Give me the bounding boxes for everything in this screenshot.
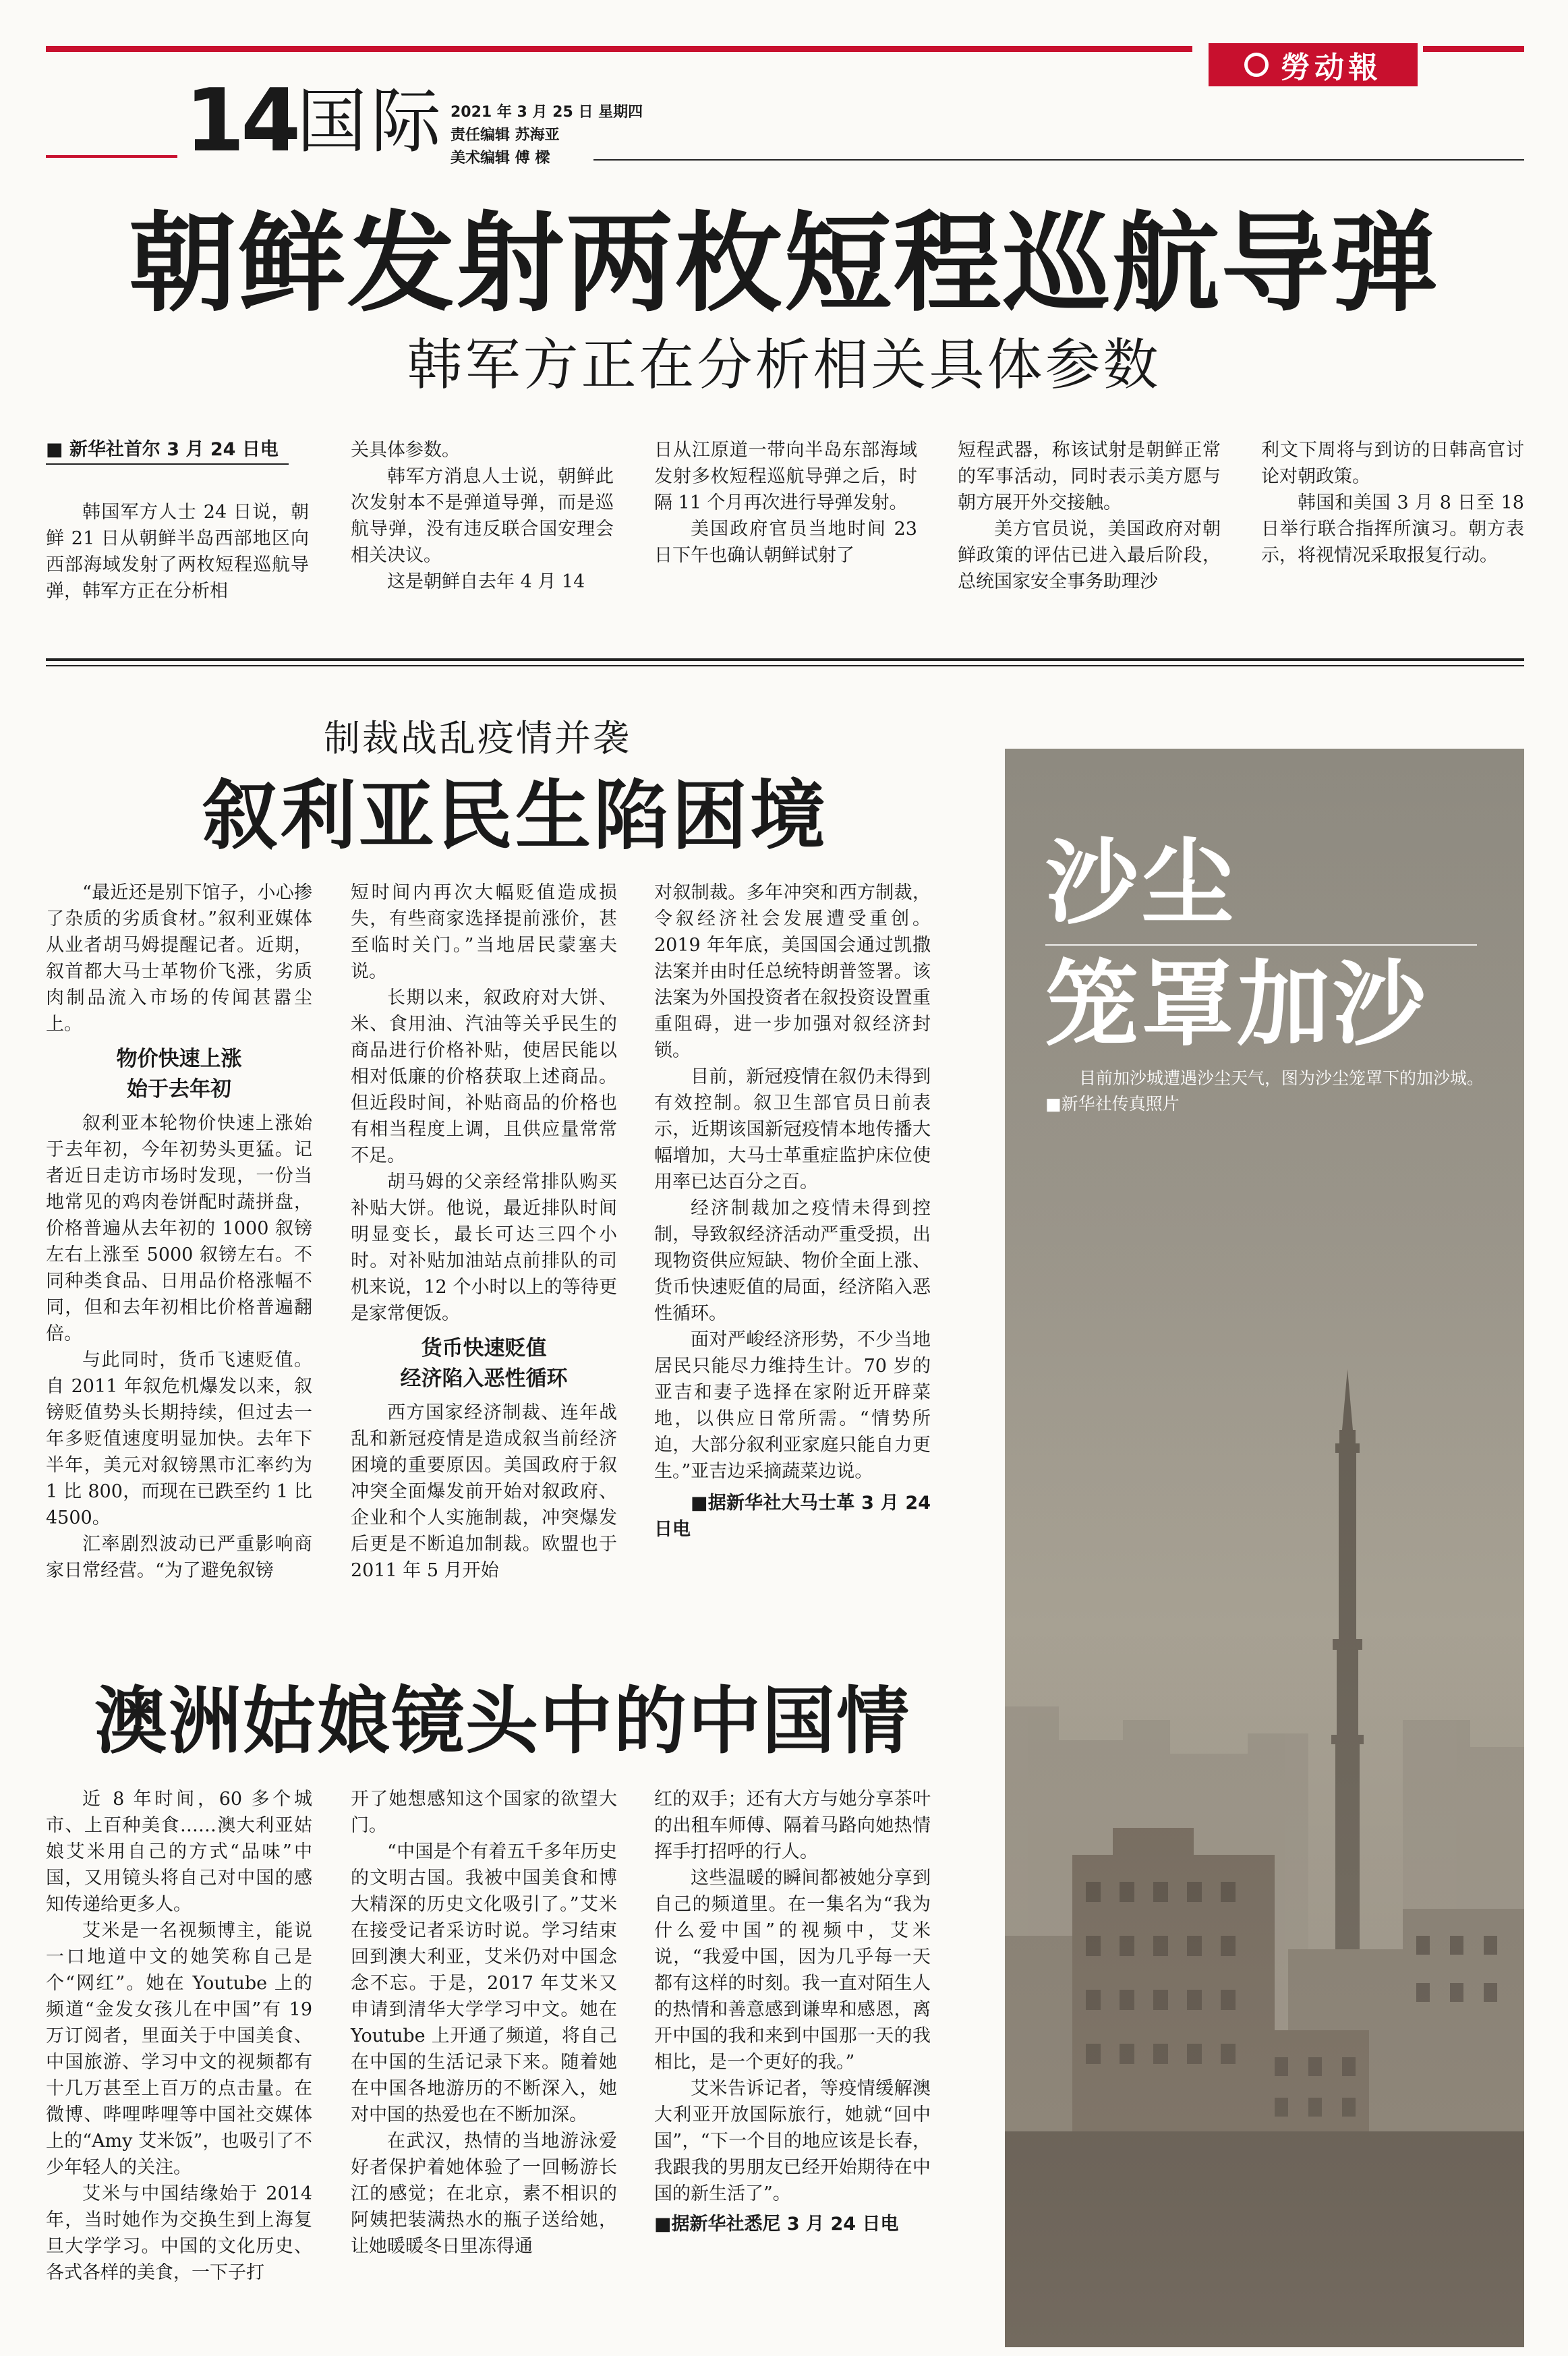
article1-col2-text-b: 韩军方消息人士说，朝鲜此次发射本不是弹道导弹，而是巡航导弹，没有违反联合国安理会相关决议。 — [351, 466, 614, 566]
article1-col5-text-a: 利文下周将与到访的日韩高官讨论对朝政策。 — [1261, 440, 1524, 487]
article2-subhead1-text: 物价快速上涨 始于去年初 — [116, 1047, 242, 1101]
article1-title: 朝鲜发射两枚短程巡航导弹 — [128, 200, 1440, 326]
article2-kicker: 制裁战乱疫情并袭 — [324, 717, 631, 759]
logo-circle-icon — [1244, 53, 1269, 77]
photo-title-line1: 沙尘 — [1045, 828, 1238, 938]
top-red-rule — [46, 46, 1192, 52]
article3-dateline: ■据新华社悉尼 3 月 24 日电 — [654, 2214, 899, 2235]
top-red-rule-right — [1423, 46, 1524, 52]
article3-col2-p2: “中国是个有着五千多年历史的文明古国。我被中国美食和博大精深的历史文化吸引了。”艾米在接受记者采访时说。学习结束回到澳大利亚，艾米仍对中国念念不忘。于是，2017 年艾米又申请到清华大学学习中文。她在 Youtube 上开通了频道，将自己在中国的生活记录下来。随着她在中国各地游历的不断深入，她对中国的热爱也在不断加深。 — [351, 1841, 617, 2125]
article1-col2 — [351, 437, 614, 595]
article1-col4-text-b: 美方官员说，美国政府对朝鲜政策的评估已进入最后阶段，总统国家安全事务助理沙 — [958, 519, 1221, 592]
article2-col3-p4: 面对严峻经济形势，不少当地居民只能尽力维持生计。70 岁的亚吉和妻子选择在家附近开辟菜地，以供应日常所需。“情势所迫，大部分叙利亚家庭只能自力更生。”亚吉边采摘蔬菜边说。 — [654, 1329, 931, 1482]
photo-title-line2: 笼罩加沙 — [1045, 949, 1429, 1059]
gaza-dust-photo — [1005, 749, 1524, 2347]
article3-col2-p3: 在武汉，热情的当地游泳爱好者保护着她体验了一回畅游长江的感觉；在北京，素不相识的阿姨把装满热水的瓶子送给她，让她暖暖冬日里冻得通 — [351, 2131, 617, 2257]
article2-col2-p4: 西方国家经济制裁、连年战乱和新冠疫情是造成叙当前经济困境的重要原因。美国政府于叙冲突全面爆发前开始对叙政府、企业和个人实施制裁，冲突爆发后更是不断追加制裁。欧盟也于 2011 年 5 月开始 — [351, 1402, 617, 1581]
article3-col3-p3: 艾米告诉记者，等疫情缓解澳大利亚开放国际旅行，她就“回中国”，“下一个目的地应该是长春，我跟我的男朋友已经开始期待在中国的新生活了”。 — [654, 2078, 931, 2204]
article2-col2-p3: 胡马姆的父亲经常排队购买补贴大饼。他说，最近排队时间明显变长，最长可达三四个小时。对补贴加油站点前排队的司机来说，12 个小时以上的等待更是家常便饭。 — [351, 1172, 617, 1324]
article2-col3 — [654, 880, 931, 1543]
photo-caption — [1045, 1066, 1490, 1117]
article2-col1-p3: 与此同时，货币飞速贬值。自 2011 年叙危机爆发以来，叙镑贬值势头长期持续，但过去一年多贬值速度明显加快。去年下半年，美元对叙镑黑市汇率约为 1 比 800，而现在已跌至约 1 比 4500。 — [46, 1350, 312, 1528]
article2-subhead2-text: 货币快速贬值 经济陷入恶性循环 — [400, 1336, 568, 1391]
article2-col1 — [46, 880, 312, 1584]
article2-dateline: ■据新华社大马士革 3 月 24 日电 — [654, 1493, 931, 1540]
article1-col3-text-a: 日从江原道一带向半岛东部海域发射多枚短程巡航导弹之后，时隔 11 个月再次进行导弹发射。 — [654, 440, 917, 513]
page-number: 14 — [185, 71, 297, 171]
responsible-editor: 责任编辑 苏海亚 — [451, 127, 560, 144]
article2-col2 — [351, 880, 617, 1584]
article2-subhead2 — [351, 1333, 617, 1394]
article3-title: 澳洲姑娘镜头中的中国情 — [94, 1679, 911, 1764]
article3-col3-p2: 这些温暖的瞬间都被她分享到自己的频道里。在一集名为“我为什么爱中国”的视频中，艾米说，“我爱中国，因为几乎每一天都有这样的时刻。我一直对陌生人的热情和善意感到谦卑和感恩，离开中国的我和来到中国那一天的我相比，是一个更好的我。” — [654, 1868, 931, 2073]
article2-col1-p2: 叙利亚本轮物价快速上涨始于去年初，今年初势头更猛。记者近日走访市场时发现，一份当地常见的鸡肉卷饼配时蔬拼盘，价格普遍从去年初的 1000 叙镑左右上涨至 5000 叙镑左右。不同种类食品、日用品价格涨幅不同，但和去年初相比价格普遍翻倍。 — [46, 1113, 312, 1344]
header-bottom-rule — [593, 159, 1524, 161]
article1-col1-text: 韩国军方人士 24 日说，朝鲜 21 日从朝鲜半岛西部地区向西部海域发射了两枚短程巡航导弹，韩军方正在分析相 — [46, 502, 309, 602]
article1-col3-text-b: 美国政府官员当地时间 23 日下午也确认朝鲜试射了 — [654, 519, 917, 566]
article2-col1-p1: “最近还是别下馆子，小心掺了杂质的劣质食材。”叙利亚媒体从业者胡马姆提醒记者。近期，叙首都大马士革物价飞涨，劣质肉制品流入市场的传闻甚嚣尘上。 — [46, 882, 312, 1035]
article2-col3-p3: 经济制裁加之疫情未得到控制，导致叙经济活动严重受损，出现物资供应短缺、物价全面上涨、货币快速贬值的局面，经济陷入恶性循环。 — [654, 1198, 931, 1324]
article3-col1 — [46, 1786, 312, 2286]
article1-subtitle: 韩军方正在分析相关具体参数 — [407, 333, 1161, 397]
article1-col3 — [654, 437, 917, 569]
photo-caption-text: 目前加沙城遭遇沙尘天气，图为沙尘笼罩下的加沙城。■新华社传真照片 — [1045, 1068, 1484, 1114]
article2-col2-p2: 长期以来，叙政府对大饼、米、食用油、汽油等关乎民生的商品进行价格补贴，使居民能以相对低廉的价格获取上述商品。但近段时间，补贴商品的价格也有相当程度上调，且供应量常常不足。 — [351, 987, 617, 1166]
article3-col1-p1: 近 8 年时间，60 多个城市、上百种美食……澳大利亚姑娘艾米用自己的方式“品味”中国，又用镜头将自己对中国的感知传递给更多人。 — [46, 1789, 312, 1915]
article3-col1-p2: 艾米是一名视频博主，能说一口地道中文的她笑称自己是个“网红”。她在 Youtube 上的频道“金发女孩儿在中国”有 19 万订阅者，里面关于中国美食、中国旅游、学习中文的视频都有十几万甚至上百万的点击量。在微博、哔哩哔哩等中国社交媒体上的“Amy 艾米饭”，也吸引了不少年轻人的关注。 — [46, 1920, 312, 2178]
article2-col3-p1: 对叙制裁。多年冲突和西方制裁，令叙经济社会发展遭受重创。2019 年年底，美国国会通过凯撒法案并由时任总统特朗普签署。该法案为外国投资者在叙投资设置重重阻碍，进一步加强对叙经济封锁。 — [654, 882, 931, 1061]
art-editor: 美术编辑 傅 樑 — [451, 150, 550, 167]
header-left-red-rule — [46, 155, 177, 158]
issue-date: 2021 年 3 月 25 日 星期四 — [451, 104, 643, 121]
article1-col5 — [1261, 437, 1524, 569]
article2-title: 叙利亚民生陷困境 — [202, 772, 828, 860]
logo-text: 勞动報 — [1281, 51, 1382, 85]
article3-col2 — [351, 1786, 617, 2260]
article1-col5-text-b: 韩国和美国 3 月 8 日至 18 日举行联合指挥所演习。朝方表示，将视情况采取报复行动。 — [1261, 492, 1524, 566]
article1-divider-top — [46, 658, 1524, 661]
article1-dateline: ■ 新华社首尔 3 月 24 日电 — [46, 434, 289, 465]
article2-col1-p4: 汇率剧烈波动已严重影响商家日常经营。“为了避免叙镑 — [46, 1534, 312, 1581]
article1-col2-text-c: 这是朝鲜自去年 4 月 14 — [387, 571, 585, 592]
article3-col3-p1: 红的双手；还有大方与她分享茶叶的出租车师傅、隔着马路向她热情挥手打招呼的行人。 — [654, 1789, 931, 1862]
article2-col2-p1: 短时间内再次大幅贬值造成损失，有些商家选择提前涨价，甚至临时关门。”当地居民蒙塞夫说。 — [351, 882, 617, 982]
article1-col2-text-a: 关具体参数。 — [351, 440, 460, 461]
article2-col3-p2: 目前，新冠疫情在叙仍未得到有效控制。叙卫生部官员日前表示，近期该国新冠疫情本地传播大幅增加，大马士革重症监护床位使用率已达百分之百。 — [654, 1066, 931, 1193]
article1-divider-bottom — [46, 665, 1524, 666]
newspaper-logo — [1209, 43, 1418, 86]
article3-col2-p1: 开了她想感知这个国家的欲望大门。 — [351, 1789, 617, 1836]
article1-col4-text-a: 短程武器，称该试射是朝鲜正常的军事活动，同时表示美方愿与朝方展开外交接触。 — [958, 440, 1221, 513]
article3-col3 — [654, 1786, 931, 2237]
section-name: 国际 — [297, 80, 446, 163]
article1-col1 — [46, 499, 309, 604]
article1-col4 — [958, 437, 1221, 595]
article2-subhead1 — [46, 1044, 312, 1105]
article3-col1-p3: 艾米与中国结缘始于 2014 年，当时她作为交换生到上海复旦大学学习。中国的文化历史、各式各样的美食，一下子打 — [46, 2183, 312, 2283]
